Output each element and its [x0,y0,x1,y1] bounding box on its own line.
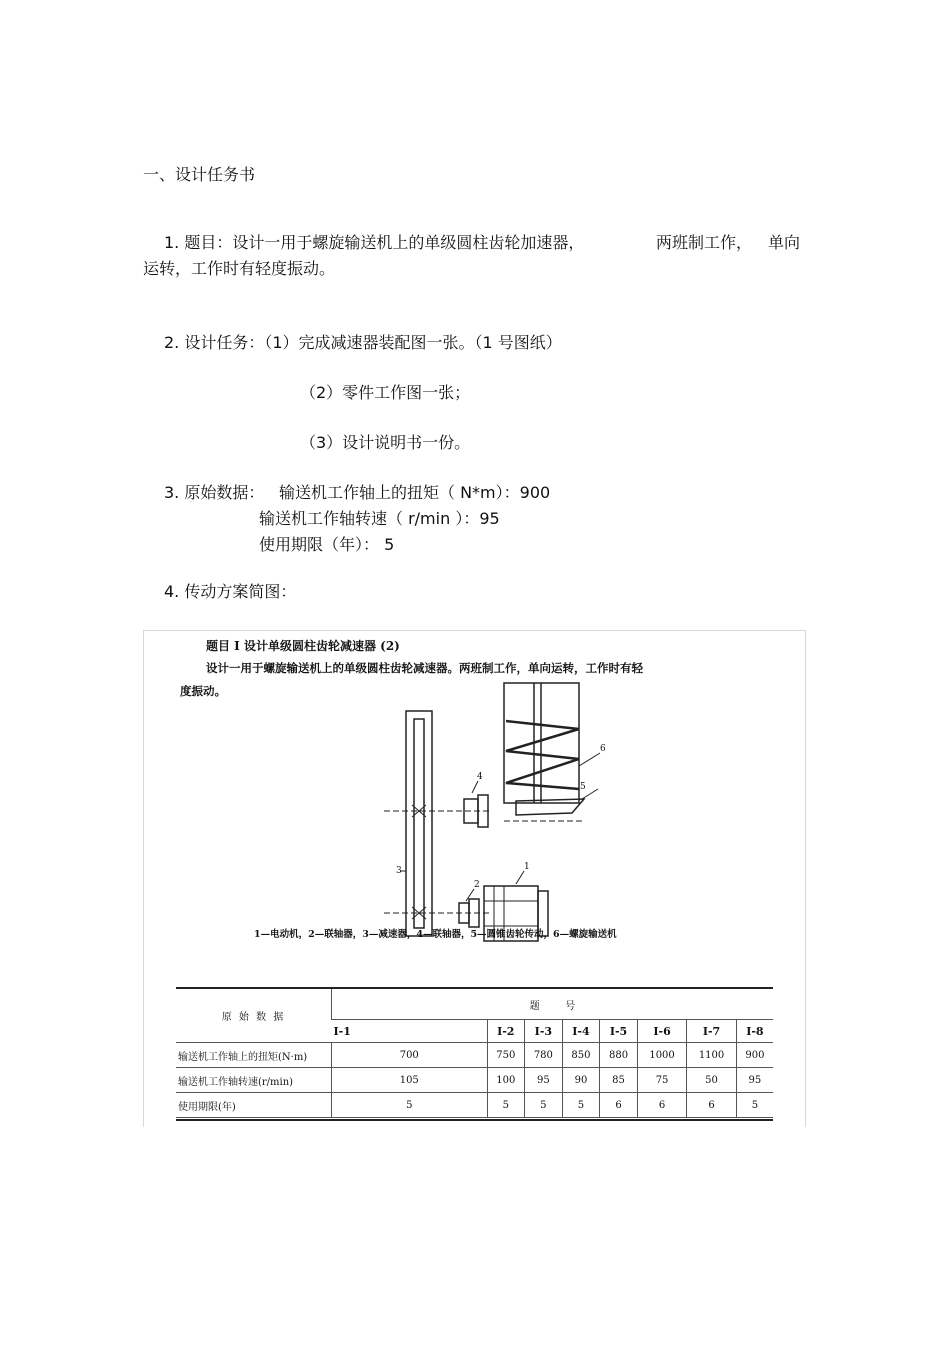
table-cell: 6 [687,1093,736,1118]
id-cell: I-3 [525,1020,563,1043]
table-cell: 90 [562,1068,600,1093]
row-label: 输送机工作轴转速(r/min) [178,1076,294,1088]
item1-line1-a: 1. 题目：设计一用于螺旋输送机上的单级圆柱齿轮加速器， [164,233,585,252]
item3-line1: 输送机工作轴上的扭矩（ N*m）：900 [279,483,551,502]
table-cell: 100 [487,1068,525,1093]
id-cell: I-7 [687,1020,736,1043]
id-cell: I-2 [487,1020,525,1043]
item2-line2: （2）零件工作图一张； [300,383,471,402]
table-cell: 6 [637,1093,686,1118]
table-cell: 85 [600,1068,638,1093]
id-cell: I-8 [736,1020,773,1043]
table-cell: 900 [736,1043,773,1068]
item3-line3: 使用期限（年）： 5 [259,535,395,554]
section-heading: 一、设计任务书 [143,165,256,184]
id-cell: I-4 [562,1020,600,1043]
label-1: 1 [524,862,530,872]
table-header-row [176,989,773,1020]
id-cell: I-1 [333,1024,351,1038]
table-cell: 1100 [687,1043,736,1068]
item3-label: 3. 原始数据： [164,483,265,502]
item1-line1-c: 单向 [768,233,801,252]
table-cell: 750 [487,1043,525,1068]
table-row [176,1068,773,1093]
table-cell: 50 [687,1068,736,1093]
figure-desc-line1: 设计一用于螺旋输送机上的单级圆柱齿轮减速器。两班制工作，单向运转，工作时有轻 [206,661,643,675]
figure-caption: 1—电动机，2—联轴器，3—减速器，4—联轴器，5—圆锥齿轮传动，6—螺旋输送机 [254,929,617,940]
table-cell: 95 [736,1068,773,1093]
item1-line1-b: 两班制工作， [656,233,753,252]
id-cell: I-6 [637,1020,686,1043]
item2-line3: （3）设计说明书一份。 [300,433,471,452]
id-cell: I-5 [600,1020,638,1043]
table-cell: 6 [600,1093,638,1118]
figure-desc-line2: 度振动。 [180,684,226,698]
table-cell: 5 [332,1093,488,1118]
header-group: 题 号 [332,989,774,1020]
table-row [176,1043,773,1068]
table-cell: 5 [736,1093,773,1118]
table-cell: 75 [637,1068,686,1093]
label-5: 5 [580,782,586,792]
data-table [176,989,773,1118]
row-label: 输送机工作轴上的扭矩(N·m) [178,1051,308,1063]
table-cell: 850 [562,1043,600,1068]
figure-title: 题目 I 设计单级圆柱齿轮减速器 (2) [206,639,400,653]
label-2: 2 [474,880,480,890]
scanned-figure [143,630,806,1127]
table-cell: 105 [332,1068,488,1093]
label-6: 6 [600,744,606,754]
item4-heading: 4. 传动方案简图： [164,582,297,601]
label-3: 3 [396,866,402,876]
table-cell: 880 [600,1043,638,1068]
table-row [176,1093,773,1118]
table-cell: 5 [487,1093,525,1118]
table-cell: 5 [562,1093,600,1118]
table-cell: 780 [525,1043,563,1068]
row-label: 使用期限(年) [178,1101,236,1113]
label-4: 4 [477,772,483,782]
table-cell: 700 [332,1043,488,1068]
table-cell: 1000 [637,1043,686,1068]
header-left: 原 始 数 据 [221,1012,286,1023]
table-cell: 95 [525,1068,563,1093]
table-rule-bottom [176,1119,773,1121]
item2-line1: 2. 设计任务：（1）完成减速器装配图一张。（1 号图纸） [164,333,562,352]
item3-line2: 输送机工作轴转速（ r/min ）：95 [259,509,500,528]
table-cell: 5 [525,1093,563,1118]
item1-line2: 运转，工作时有轻度振动。 [143,259,336,278]
